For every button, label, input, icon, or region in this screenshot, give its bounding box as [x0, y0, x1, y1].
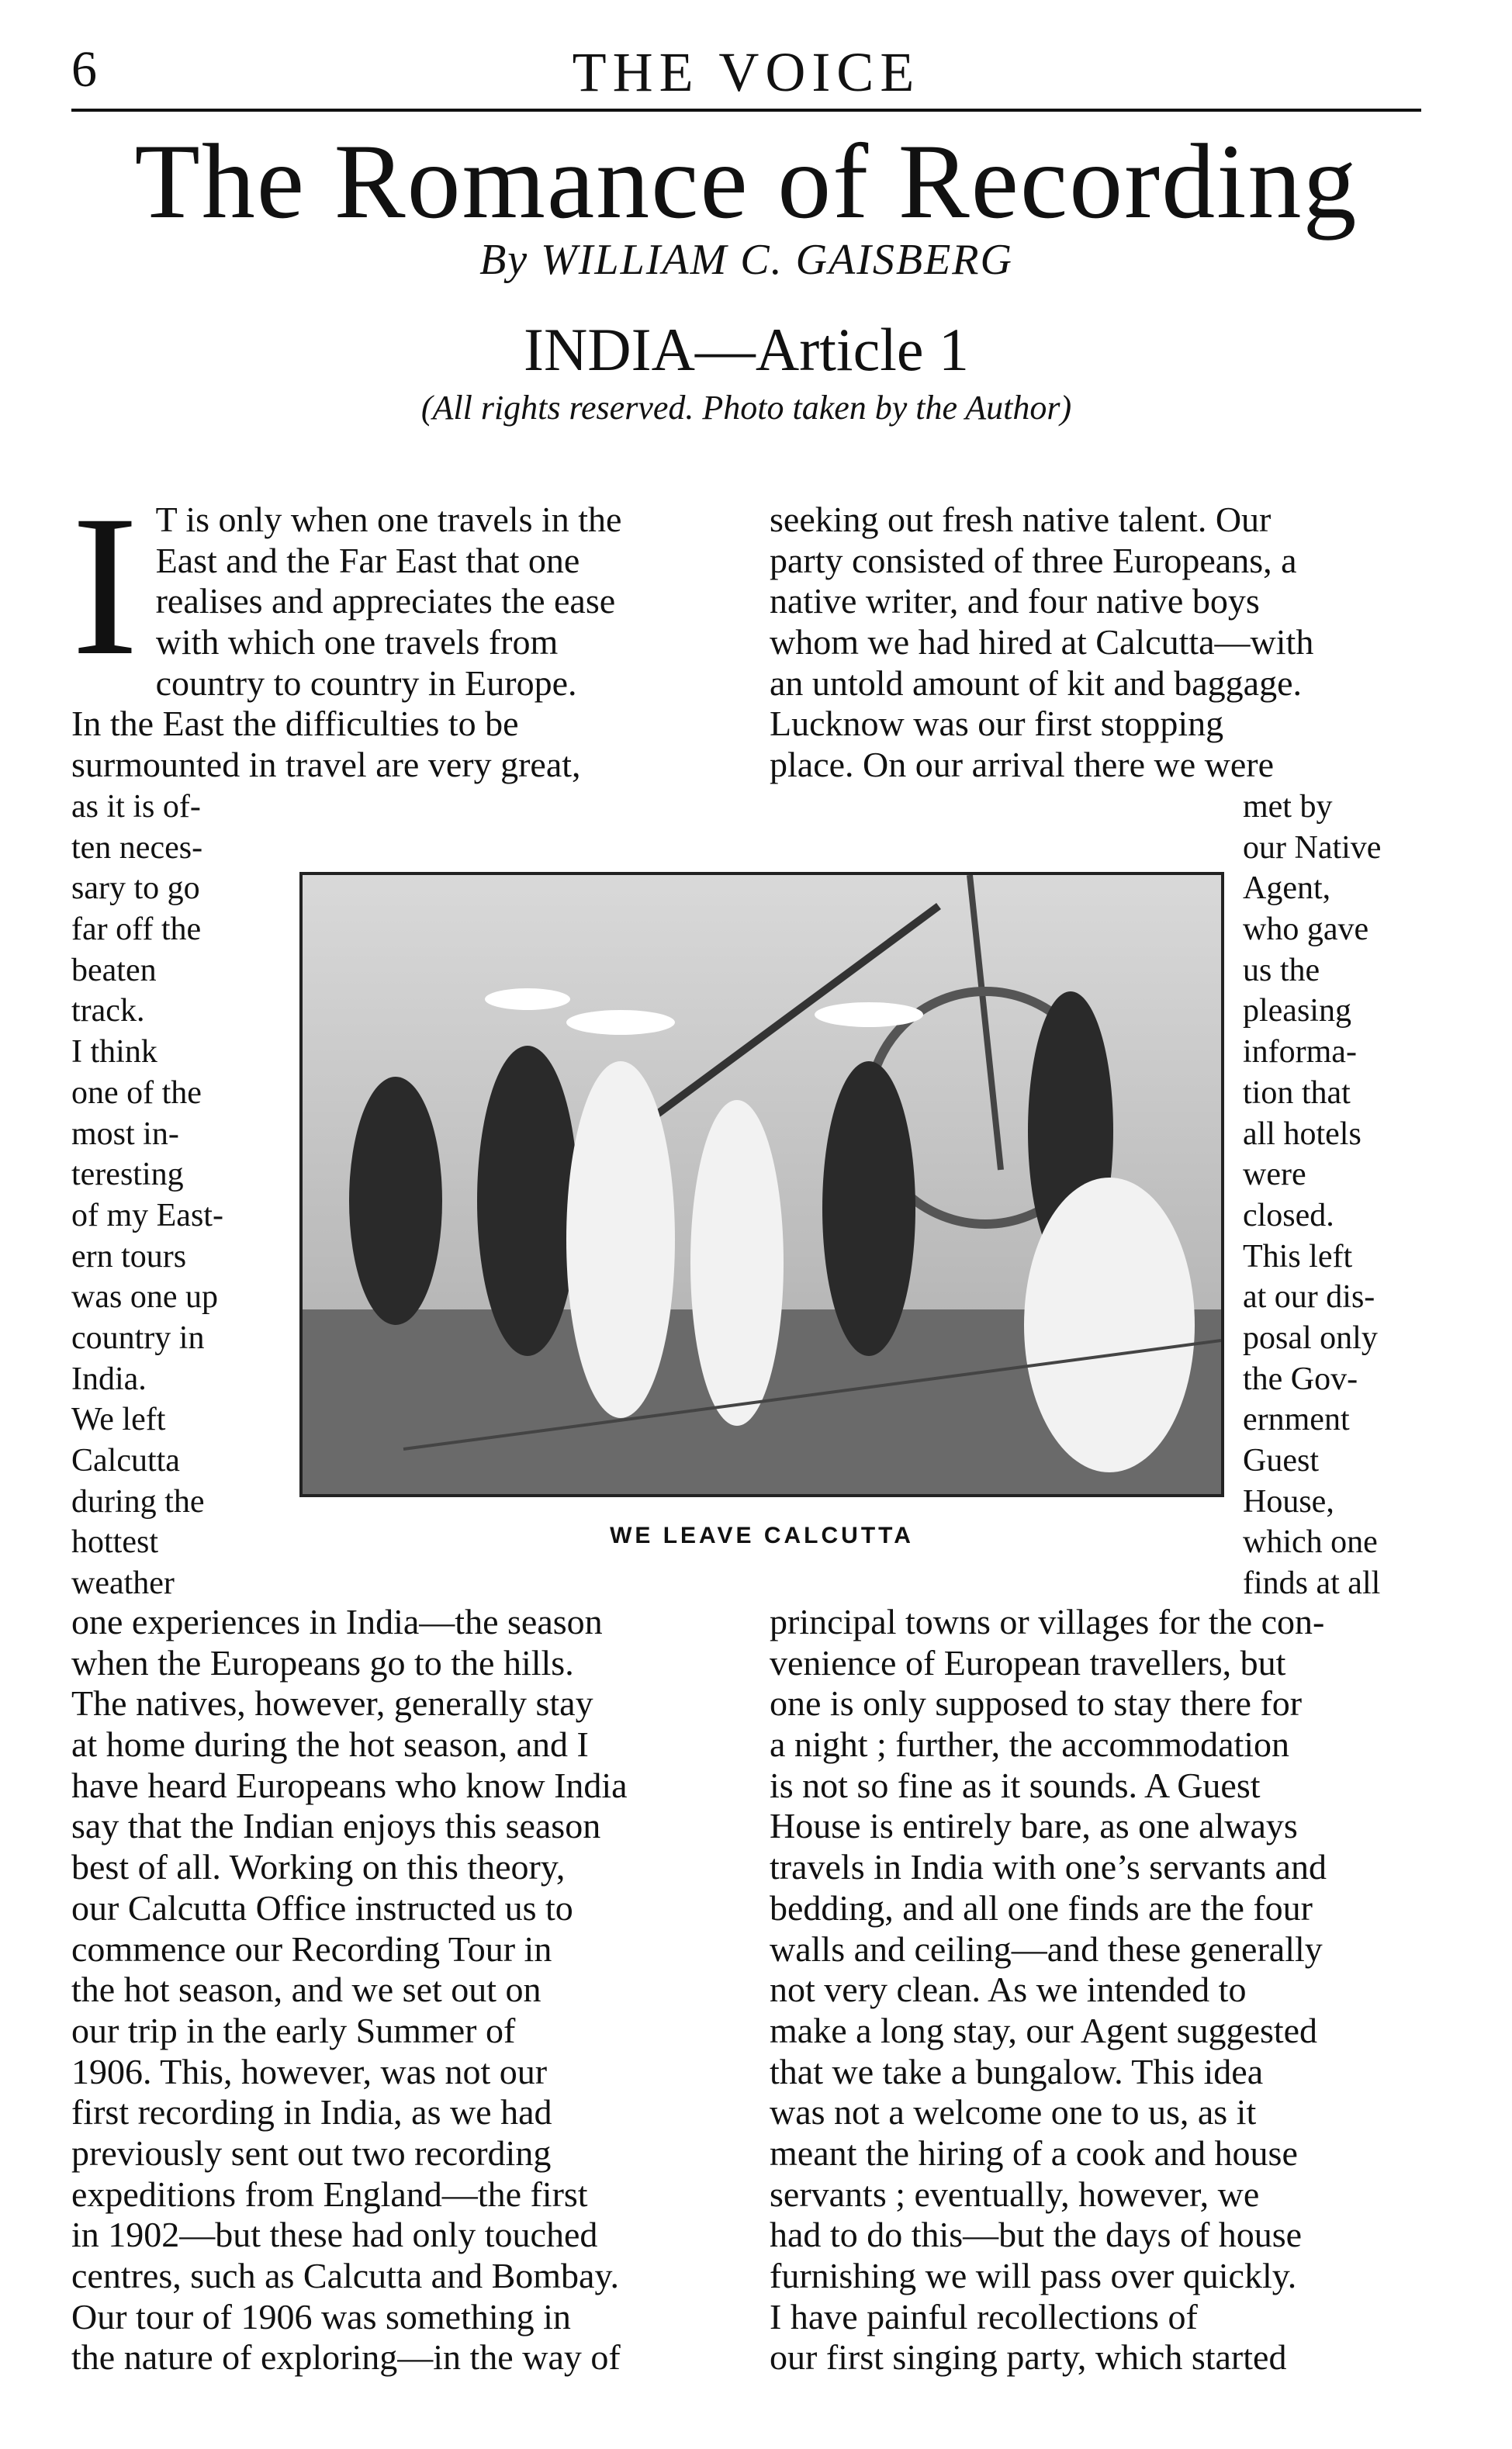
left-narrow-line: far off the	[71, 911, 202, 948]
rights-notice: (All rights reserved. Photo taken by the Author)	[420, 389, 1072, 427]
right-narrow-line: at our dis-	[1243, 1279, 1375, 1316]
left-narrow-line: ern tours	[71, 1238, 187, 1275]
left-narrow-line: one of the	[71, 1074, 202, 1111]
right-narrow-line: tion that	[1243, 1074, 1351, 1111]
drop-cap: I	[71, 474, 139, 697]
left-column-bottom	[71, 1602, 723, 2378]
left-bottom-line: say that the Indian enjoys this season	[71, 1806, 601, 1846]
right-bottom-line: not very clean. As we intended to	[770, 1970, 1247, 2010]
left-narrow-line: teresting	[71, 1157, 184, 1193]
right-bottom-line: that we take a bungalow. This idea	[770, 2051, 1264, 2091]
right-bottom-line: had to do this—but the days of house	[770, 2215, 1303, 2255]
right-top-line: seeking out fresh native talent. Our	[770, 500, 1272, 539]
left-bottom-line: have heard Europeans who know India	[71, 1765, 628, 1805]
right-bottom-line: venience of European travellers, but	[770, 1642, 1286, 1683]
left-bottom-line: previously sent out two recording	[71, 2132, 552, 2173]
left-bottom-line: our Calcutta Office instructed us to	[71, 1887, 573, 1928]
right-narrow-line: House,	[1243, 1483, 1334, 1520]
right-narrow-line: ernment	[1243, 1402, 1350, 1438]
right-column-top	[770, 500, 1421, 786]
right-narrow-line: met by	[1243, 789, 1333, 825]
figure	[299, 872, 1224, 1555]
right-top-line: Lucknow was our first stopping	[770, 704, 1224, 744]
left-narrow-line: as it is of-	[71, 789, 201, 825]
right-bottom-line: servants ; eventually, however, we	[770, 2174, 1260, 2214]
left-narrow-line: beaten	[71, 952, 157, 988]
left-narrow-line: weather	[71, 1565, 175, 1602]
magazine-page	[71, 34, 1421, 2423]
left-top-line: with which one travels from	[155, 622, 559, 662]
right-narrow-line: all hotels	[1243, 1116, 1361, 1152]
photograph-illustration	[303, 875, 1221, 1494]
right-column-bottom	[770, 1602, 1421, 2378]
left-top-line: In the East the difficulties to be	[71, 704, 519, 744]
right-narrow-line: finds at all	[1243, 1565, 1381, 1602]
right-bottom-line: principal towns or villages for the con-	[770, 1602, 1325, 1641]
left-bottom-line: 1906. This, however, was not our	[71, 2051, 548, 2091]
right-bottom-line: was not a welcome one to us, as it	[770, 2092, 1257, 2132]
left-bottom-line: one experiences in India—the season	[71, 1602, 603, 1641]
left-narrow-column	[71, 787, 247, 1604]
left-narrow-line: I think	[71, 1034, 157, 1071]
left-bottom-line: commence our Recording Tour in	[71, 1928, 552, 1969]
left-bottom-line: centres, such as Calcutta and Bombay.	[71, 2256, 619, 2295]
right-narrow-line: which one	[1243, 1524, 1378, 1561]
right-bottom-line: travels in India with one’s servants and	[770, 1847, 1327, 1887]
right-bottom-line: House is entirely bare, as one always	[770, 1806, 1298, 1846]
left-bottom-line: The natives, however, generally stay	[71, 1683, 593, 1724]
right-top-line: an untold amount of kit and baggage.	[770, 662, 1303, 703]
right-narrow-line: This left	[1243, 1238, 1353, 1275]
left-narrow-line: country in	[71, 1320, 205, 1356]
left-top-line: T is only when one travels in the	[155, 500, 622, 539]
right-top-line: party consisted of three Europeans, a	[770, 540, 1297, 580]
right-bottom-line: is not so fine as it sounds. A Guest	[770, 1765, 1261, 1805]
left-top-line: country to country in Europe.	[155, 662, 577, 703]
left-narrow-line: track.	[71, 993, 145, 1029]
page-number: 6	[71, 41, 97, 98]
left-column-top	[71, 474, 723, 786]
right-bottom-line: one is only supposed to stay there for	[770, 1683, 1303, 1724]
left-narrow-line: was one up	[71, 1279, 218, 1316]
left-top-line: East and the Far East that one	[155, 540, 580, 580]
left-narrow-line: sary to go	[71, 870, 200, 907]
left-bottom-line: at home during the hot season, and I	[71, 1724, 589, 1765]
article-title: The Romance of Recording	[134, 122, 1358, 240]
left-narrow-line: ten neces-	[71, 829, 203, 866]
left-narrow-line: We left	[71, 1402, 166, 1438]
right-top-line: place. On our arrival there we were	[770, 745, 1275, 785]
right-bottom-line: furnishing we will pass over quickly.	[770, 2256, 1297, 2295]
right-narrow-line: were	[1243, 1157, 1306, 1193]
right-narrow-column	[1243, 787, 1421, 1604]
section-heading: INDIA—Article 1	[524, 316, 969, 383]
left-bottom-line: Our tour of 1906 was something in	[71, 2296, 571, 2337]
right-narrow-line: who gave	[1243, 911, 1369, 948]
left-bottom-line: best of all. Working on this theory,	[71, 1847, 566, 1887]
right-narrow-line: informa-	[1243, 1034, 1357, 1071]
right-bottom-line: I have painful recollections of	[770, 2296, 1198, 2337]
right-top-line: native writer, and four native boys	[770, 581, 1260, 621]
photograph	[299, 872, 1224, 1497]
left-narrow-line: most in-	[71, 1116, 179, 1152]
left-bottom-line: when the Europeans go to the hills.	[71, 1642, 574, 1683]
left-narrow-line: hottest	[71, 1524, 158, 1561]
right-bottom-line: walls and ceiling—and these generally	[770, 1928, 1323, 1969]
running-head	[71, 34, 1421, 112]
right-bottom-line: a night ; further, the accommodation	[770, 1724, 1290, 1765]
left-top-line: surmounted in travel are very great,	[71, 745, 581, 785]
article-byline: By WILLIAM C. GAISBERG	[479, 236, 1013, 284]
publication-title: THE VOICE	[572, 41, 921, 103]
right-narrow-line: us the	[1243, 952, 1320, 988]
left-top-line: realises and appreciates the ease	[155, 581, 616, 621]
right-narrow-line: posal only	[1243, 1320, 1378, 1356]
figure-caption: WE LEAVE CALCUTTA	[610, 1523, 914, 1548]
right-narrow-line: Agent,	[1243, 870, 1331, 907]
article-body	[71, 474, 1421, 2423]
right-narrow-line: the Gov-	[1243, 1361, 1358, 1397]
right-narrow-line: Guest	[1243, 1443, 1319, 1479]
right-bottom-line: make a long stay, our Agent suggested	[770, 2010, 1318, 2050]
left-narrow-line: India.	[71, 1361, 147, 1397]
left-narrow-line: of my East-	[71, 1197, 223, 1233]
left-bottom-line: expeditions from England—the first	[71, 2174, 588, 2214]
right-top-line: whom we had hired at Calcutta—with	[770, 622, 1314, 662]
left-bottom-line: in 1902—but these had only touched	[71, 2215, 598, 2255]
right-narrow-line: closed.	[1243, 1197, 1334, 1233]
left-bottom-line: our trip in the early Summer of	[71, 2010, 516, 2050]
left-bottom-line: the hot season, and we set out on	[71, 1970, 541, 2010]
left-bottom-line: first recording in India, as we had	[71, 2092, 552, 2132]
left-narrow-line: Calcutta	[71, 1443, 180, 1479]
right-narrow-line: pleasing	[1243, 993, 1351, 1029]
left-bottom-line: the nature of exploring—in the way of	[71, 2337, 621, 2378]
right-bottom-line: meant the hiring of a cook and house	[770, 2132, 1298, 2173]
right-narrow-line: our Native	[1243, 829, 1382, 866]
right-bottom-line: bedding, and all one finds are the four	[770, 1887, 1313, 1928]
left-narrow-line: during the	[71, 1483, 205, 1520]
right-bottom-line: our first singing party, which started	[770, 2337, 1287, 2378]
